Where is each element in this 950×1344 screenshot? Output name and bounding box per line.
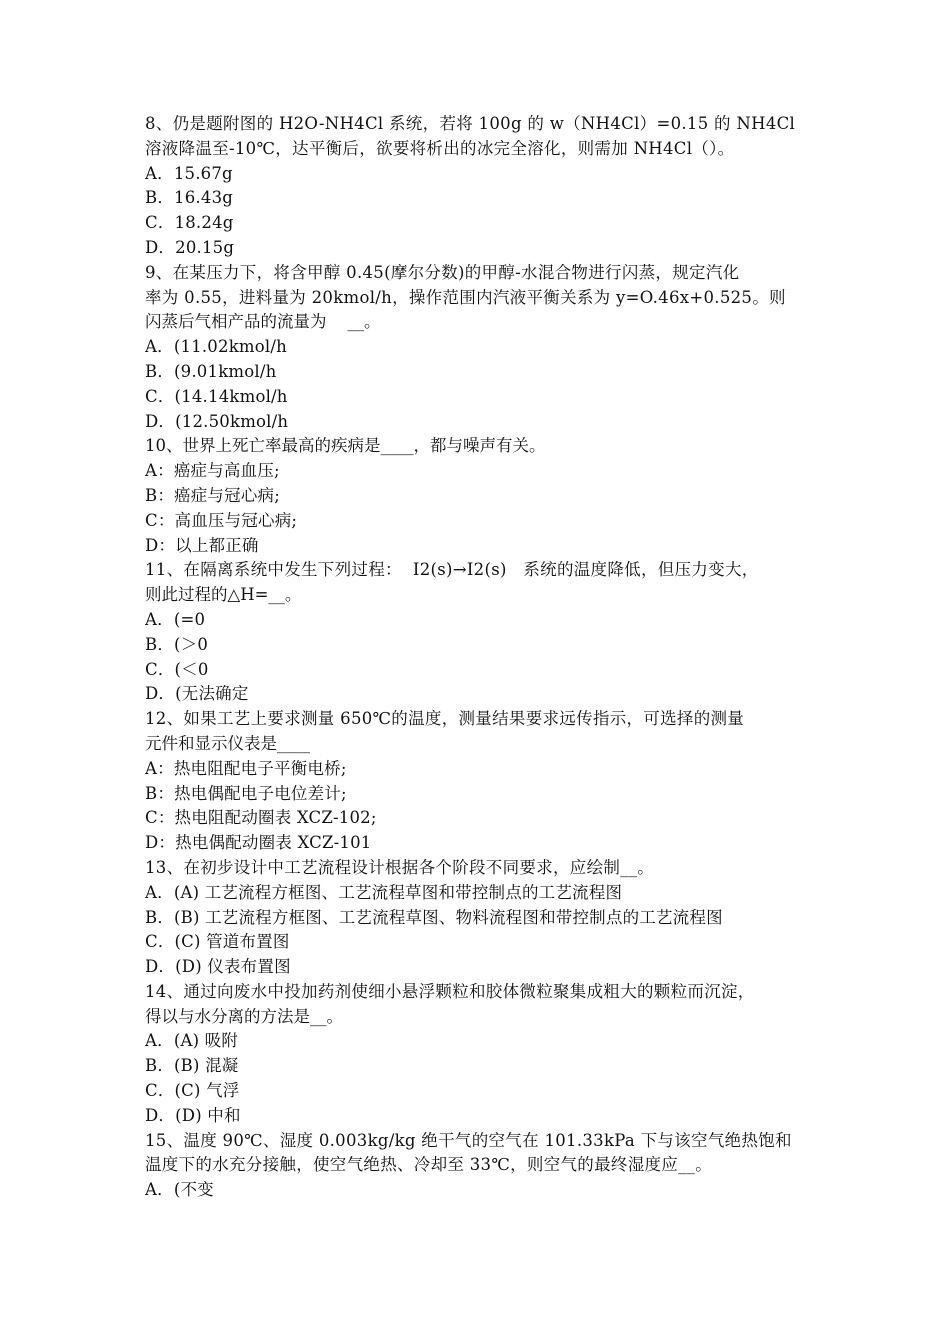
option-line: A．(不变 [145,1180,214,1200]
option-line: D：热电偶配动圈表 XCZ-101 [145,833,372,853]
question-line: 12、如果工艺上要求测量 650℃的温度，测量结果要求远传指示，可选择的测量 [145,709,745,729]
question-line: 10、世界上死亡率最高的疾病是____，都与噪声有关。 [145,436,546,456]
option-line: B．16.43g [145,188,234,208]
question-line: 得以与水分离的方法是__。 [145,1006,343,1026]
option-line: B．(9.01kmol/h [145,361,277,381]
option-line: D．(12.50kmol/h [145,411,289,431]
option-line: D：以上都正确 [145,535,259,555]
question-line: 8、仍是题附图的 H2O-NH4Cl 系统，若将 100g 的 w（NH4Cl）=0.15 的 NH4Cl [145,114,796,133]
option-line: B：癌症与冠心病; [145,485,280,505]
option-line: A：热电阻配电子平衡电桥; [145,758,347,778]
option-line: B．(B) 混凝 [145,1056,239,1076]
question-line: 13、在初步设计中工艺流程设计根据各个阶段不同要求，应绘制__。 [145,857,655,877]
option-line: C．18.24g [145,213,234,233]
option-line: C．(14.14kmol/h [145,386,288,406]
question-line: 溶液降温至-10℃，达平衡后，欲要将析出的冰完全溶化，则需加 NH4Cl（）。 [145,138,735,158]
question-line: 元件和显示仪表是____ [145,733,310,753]
option-line: D．(D) 中和 [145,1105,241,1125]
question-line: 15、温度 90℃、湿度 0.003kg/kg 绝干气的空气在 101.33kPa 下与该空气绝热饱和 [145,1130,792,1150]
option-line: B：热电偶配电子电位差计; [145,783,347,803]
option-line: A．(11.02kmol/h [145,337,287,357]
option-line: D．(D) 仪表布置图 [145,957,291,977]
option-line: A．(A) 工艺流程方框图、工艺流程草图和带控制点的工艺流程图 [145,882,623,902]
option-line: C．(C) 气浮 [145,1081,240,1101]
question-line: 则此过程的△H=__。 [145,585,302,605]
option-line: A：癌症与高血压; [145,461,280,481]
option-line: D．20.15g [145,237,235,257]
option-line: B．(B) 工艺流程方框图、工艺流程草图、物料流程图和带控制点的工艺流程图 [145,907,723,927]
option-line: C．(C) 管道布置图 [145,932,290,952]
option-line: C．(＜0 [145,659,209,679]
option-line: A．(A) 吸附 [145,1031,239,1051]
option-line: A．15.67g [145,163,233,183]
question-line: 11、在隔离系统中发生下列过程： I2(s)→I2(s) 系统的温度降低，但压力变大， [145,560,759,580]
option-line: B．(＞0 [145,634,209,654]
option-line: D．(无法确定 [145,684,249,704]
question-line: 9、在某压力下，将含甲醇 0.45(摩尔分数)的甲醇-水混合物进行闪蒸，规定汽化 [145,262,740,282]
question-line: 温度下的水充分接触，使空气绝热、冷却至 33℃，则空气的最终湿度应__。 [145,1155,712,1175]
question-line: 闪蒸后气相产品的流量为 __。 [145,312,381,332]
document-page [145,112,815,1203]
option-line: A．(=0 [145,609,206,629]
option-line: C：高血压与冠心病; [145,510,298,530]
option-line: C：热电阻配动圈表 XCZ-102; [145,808,377,828]
question-line: 14、通过向废水中投加药剂使细小悬浮颗粒和胶体微粒聚集成粗大的颗粒而沉淀， [145,981,755,1001]
question-line: 率为 0.55，进料量为 20kmol/h，操作范围内汽液平衡关系为 y=O.46x+0.525。则 [145,287,786,307]
